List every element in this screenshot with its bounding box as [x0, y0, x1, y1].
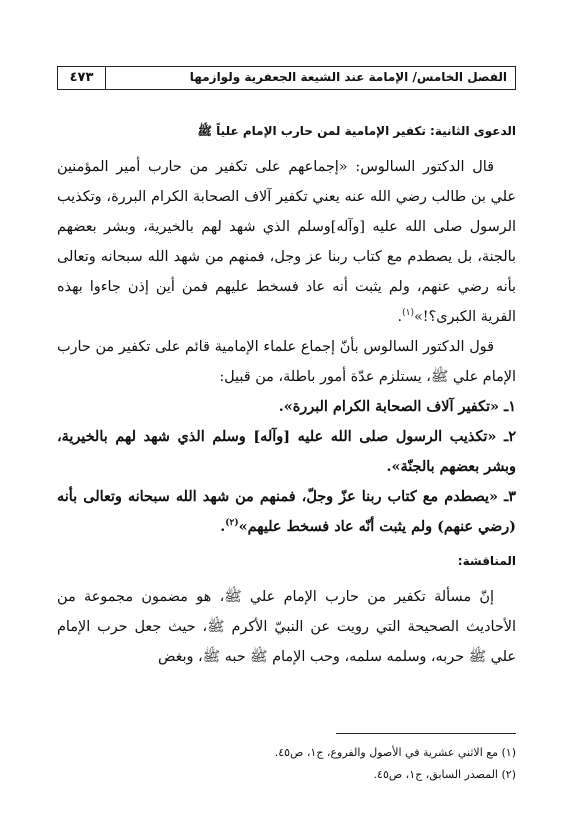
quote-text: قال الدكتور السالوس: «إجماعهم على تكفير من حارب أمير المؤمنين علي بن طالب رضي الله عنه يعني تكفير آلاف الصحابة الكرام البررة، وتكذيب الرسول صلى الله عليه [وآله]وسلم الذي شهد لهم بالخيرية، وبشر بعضهم بالجنة، بل يصطدم مع كتاب ربنا عز وجل، فمنهم من شهد الله سبحانه وتعالى بأنه رضي عنهم، ولم يثبت أنه عاد فسخط عليهم فمن أين إذن جاءوا بهذه الفرية الكبرى؟!» — [57, 159, 516, 325]
footnotes — [57, 742, 516, 786]
running-header — [57, 66, 516, 90]
quote-paragraph: قال الدكتور السالوس: «إجماعهم على تكفير من حارب أمير المؤمنين علي بن طالب رضي الله عنه يعني تكفير آلاف الصحابة الكرام البررة، وتكذيب الرسول صلى الله عليه [وآله]وسلم الذي شهد لهم بالخيرية، وبشر بعضهم بالجنة، بل يصطدم مع كتاب ربنا عز وجل، فمنهم من شهد الله سبحانه وتعالى بأنه رضي عنهم، ولم يثبت أنه عاد فسخط عليهم فمن أين إذن جاءوا بهذه الفرية الكبرى؟!»$^{(١)}$. — [57, 159, 516, 325]
chapter-title: الفصل الخامس/ الإمامة عند الشيعة الجعفرية ولوازمها — [189, 70, 507, 84]
list-item-1: ١ـ «تكفير آلاف الصحابة الكرام البررة». — [278, 398, 516, 415]
footnote-1: (١) مع الاثني عشرية في الأصول والفروع، ج١، ص٤٥. — [274, 746, 516, 759]
discussion-heading: المناقشة: — [457, 554, 516, 568]
page-body — [57, 120, 516, 672]
section-heading: الدعوى الثانية: تكفير الإمامية لمن حارب الإمام علياً ﷺ — [197, 124, 516, 138]
claim-paragraph: قول الدكتور السالوس بأنّ إجماع علماء الإمامية قائم على تكفير من حارب الإمام علي ﷺ، يستلزم عدّة أمور باطلة، من قبيل: — [57, 339, 516, 385]
page-number: ٤٧٣ — [58, 67, 106, 89]
footnote-ref-1: (١) — [402, 308, 414, 319]
discussion-paragraph: إنّ مسألة تكفير من حارب الإمام علي ﷺ، هو مضمون مجموعة من الأحاديث الصحيحة التي رويت عن النبيّ الأكرم ﷺ، حيث جعل حرب الإمام علي ﷺ حربه، وسلمه سلمه، وحب الإمام ﷺ حبه ﷺ، وبغض — [57, 589, 516, 665]
footnote-divider — [336, 733, 516, 734]
footnote-2: (٢) المصدر السابق، ج١، ص٤٥. — [373, 768, 516, 781]
list-item-2: ٢ـ «تكذيب الرسول صلى الله عليه [وآله] وسلم الذي شهد لهم بالخيرية، وبشر بعضهم بالجنّة». — [57, 428, 516, 475]
list-item-3: ٣ـ «يصطدم مع كتاب ربنا عزّ وجلّ، فمنهم من شهد الله سبحانه وتعالى بأنه (رضي عنهم) ولم يثبت أنّه عاد فسخط عليهم»$^{(٢)}$. — [57, 488, 516, 535]
footnote-ref-2: (٢) — [225, 518, 239, 529]
list-item-3-text: ٣ـ «يصطدم مع كتاب ربنا عزّ وجلّ، فمنهم من شهد الله سبحانه وتعالى بأنه (رضي عنهم) ولم يثبت أنّه عاد فسخط عليهم» — [57, 488, 516, 535]
